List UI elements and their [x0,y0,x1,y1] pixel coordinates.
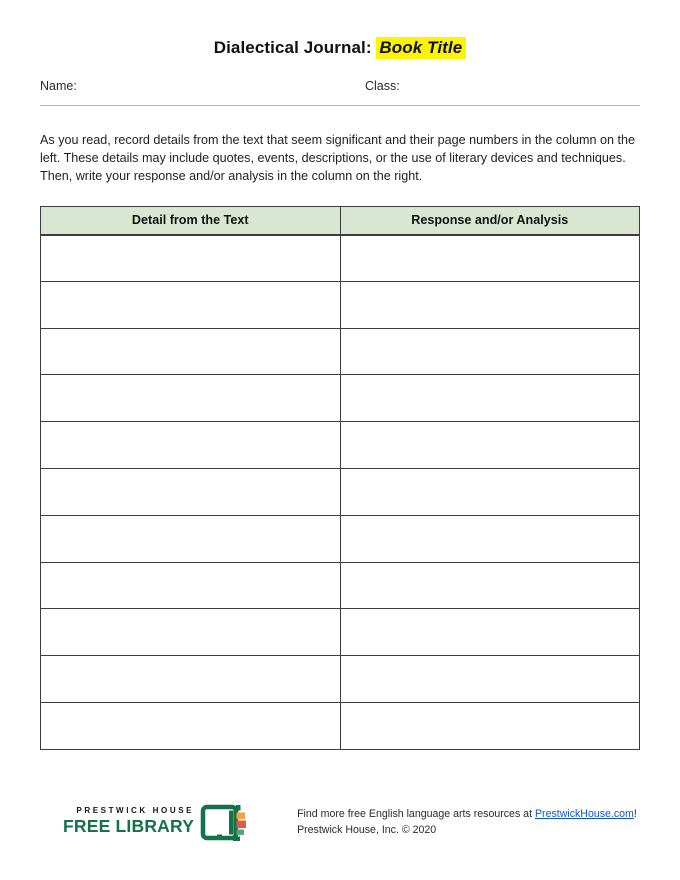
response-cell[interactable] [340,656,640,703]
detail-cell[interactable] [41,422,341,469]
title-prefix: Dialectical Journal: [213,38,377,57]
table-row [41,656,640,703]
book-title-highlight: Book Title [376,37,466,59]
response-cell[interactable] [340,328,640,375]
column-header-detail: Detail from the Text [41,207,341,235]
response-cell[interactable] [340,375,640,422]
resources-text-end: ! [633,807,637,820]
table-row [41,328,640,375]
logo-free-library-label: FREE LIBRARY [63,816,195,836]
instructions-paragraph: As you read, record details from the text that seem significant and their page numbers in the column on the left. These details may include quotes, events, descriptions, or the use of literary devices and techniques. Then, write your response and/or analysis in the column on the right. [40,133,636,183]
response-cell[interactable] [340,235,640,282]
detail-cell[interactable] [41,656,341,703]
class-label: Class: [365,79,400,93]
response-cell[interactable] [340,281,640,328]
column-header-response: Response and/or Analysis [340,207,640,235]
table-row [41,702,640,749]
detail-cell[interactable] [41,609,341,656]
detail-cell[interactable] [41,562,341,609]
response-cell[interactable] [340,562,640,609]
detail-cell[interactable] [41,468,341,515]
response-cell[interactable] [340,702,640,749]
response-cell[interactable] [340,468,640,515]
prestwick-house-logo [63,798,246,845]
table-row [41,422,640,469]
table-row [41,609,640,656]
detail-cell[interactable] [41,375,341,422]
response-cell[interactable] [340,422,640,469]
dialectical-journal-table [40,206,640,750]
response-cell[interactable] [340,609,640,656]
header-divider [40,105,640,106]
prestwickhouse-link[interactable]: PrestwickHouse.com [534,807,634,820]
table-row [41,468,640,515]
table-row [41,281,640,328]
table-row [41,235,640,282]
resources-line [297,806,637,822]
table-row [41,515,640,562]
table-row [41,562,640,609]
response-cell[interactable] [340,515,640,562]
detail-cell[interactable] [41,702,341,749]
detail-cell[interactable] [41,515,341,562]
logo-text [63,806,194,837]
detail-cell[interactable] [41,328,341,375]
table-row [41,375,640,422]
table-header-row [41,207,640,235]
footer [40,798,640,845]
detail-cell[interactable] [41,281,341,328]
detail-cell[interactable] [41,235,341,282]
tablet-reader-icon [200,798,246,845]
footer-text [297,806,637,838]
resources-text: Find more free English language arts resources at [297,807,535,820]
name-class-row [40,79,640,97]
journal-table-body [41,235,640,750]
copyright-line: Prestwick House, Inc. © 2020 [297,823,437,836]
logo-prestwick-house-label: PRESTWICK HOUSE [76,806,195,815]
page-title [40,0,640,58]
name-label: Name: [40,79,77,93]
